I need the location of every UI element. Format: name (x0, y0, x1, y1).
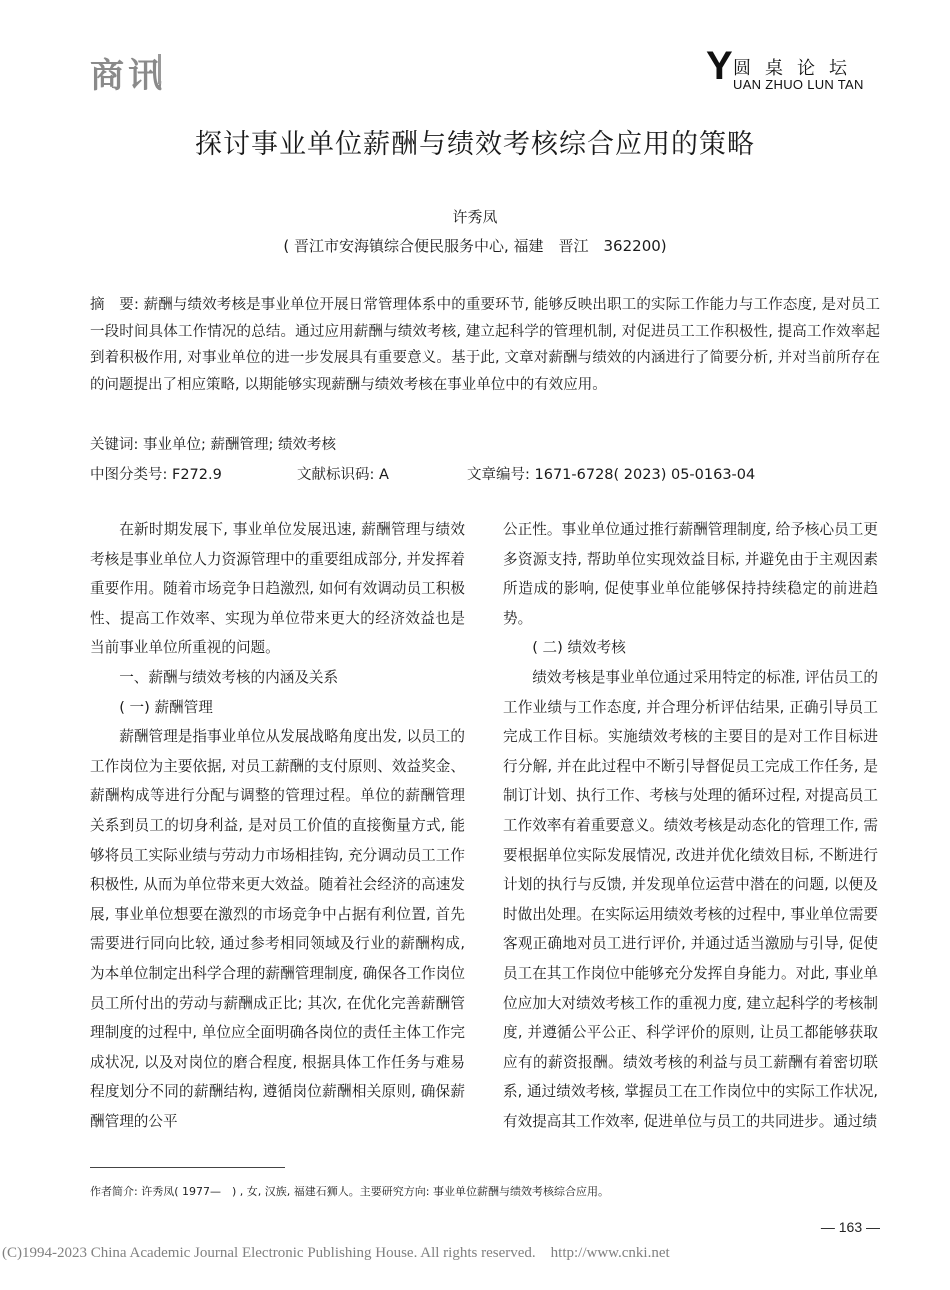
brand-divider (158, 54, 171, 84)
body-column-left (90, 515, 465, 1136)
keywords: 关键词: 事业单位; 薪酬管理; 绩效考核 (90, 437, 336, 453)
copyright-notice: (C)1994-2023 China Academic Journal Electronic Publishing House. All rights reserved. http://www.cnki.net (2, 1245, 670, 1261)
column-logo-letter: Y (706, 44, 733, 88)
column-logo (706, 44, 886, 92)
page-number: — 163 — (820, 1219, 880, 1235)
article-title: 探讨事业单位薪酬与绩效考核综合应用的策略 (195, 129, 755, 160)
paragraph: 公正性。事业单位通过推行薪酬管理制度, 给予核心员工更多资源支持, 帮助单位实现效益目标, 并避免由于主观因素所造成的影响, 促使事业单位能够保持持续稳定的前进趋势。 (503, 521, 878, 627)
author-affiliation: ( 晋江市安海镇综合便民服务中心, 福建 晋江 362200) (283, 237, 667, 255)
column-name-en: UAN ZHUO LUN TAN (733, 77, 864, 92)
author-footnote: 作者简介: 许秀凤( 1977— ) , 女, 汉族, 福建石狮人。主要研究方向: 事业单位薪酬与绩效考核综合应用。 (90, 1185, 609, 1198)
column-name-cn: 圆桌论坛 (733, 58, 861, 79)
journal-brand-logo: 商讯 (90, 56, 166, 96)
paragraph: 绩效考核是事业单位通过采用特定的标准, 评估员工的工作业绩与工作态度, 并合理分析评估结果, 正确引导员工完成工作目标。实施绩效考核的主要目的是对工作目标进行分解, 并在此过程中不断引导督促员工完成工作任务, 是制订计划、执行工作、考核与处理的循环过程, 对提高员工工作效率有着重要意义。绩效考核是动态化的管理工作, 需要根据单位实际发展情况, 改进并优化绩效目标, 不断进行计划的执行与反馈, 并发现单位运营中潜在的问题, 以便及时做出处理。在实际运用绩效考核的过程中, 事业单位需要客观正确地对员工进行评价, 并通过适当激励与引导, 促使员工在其工作岗位中能够充分发挥自身能力。对此, 事业单位应加大对绩效考核工作的重视力度, 建立起科学的考核制度, 并遵循公平公正、科学评价的原则, 让员工都能够获取应有的薪资报酬。绩效考核的利益与员工薪酬有着密切联系, 通过绩效考核, 掌握员工在工作岗位中的实际工作状况, 有效提高其工作效率, 促进单位与员工的共同进步。通过绩 (503, 668, 878, 1130)
article-author: 许秀凤 (452, 208, 498, 226)
document-code: 文献标识码: A (297, 467, 389, 483)
paragraph: 在新时期发展下, 事业单位发展迅速, 薪酬管理与绩效考核是事业单位人力资源管理中的重要组成部分, 并发挥着重要作用。随着市场竞争日趋激烈, 如何有效调动员工积极性、提高工作效率、实现为单位带来更大的经济效益也是当前事业单位所重视的问题。 (90, 521, 465, 657)
body-column-right (503, 515, 878, 1136)
footnote-rule (90, 1167, 285, 1168)
abstract: 摘 要: 薪酬与绩效考核是事业单位开展日常管理体系中的重要环节, 能够反映出职工的实际工作能力与工作态度, 是对员工一段时间具体工作情况的总结。通过应用薪酬与绩效考核, 建立起科学的管理机制, 对促进员工工作积极性, 提高工作效率起到着积极作用, 对事业单位的进一步发展具有重要意义。基于此, 文章对薪酬与绩效的内涵进行了简要分析, 并对当前所存在的问题提出了相应策略, 以期能够实现薪酬与绩效考核在事业单位中的有效应用。 (90, 297, 880, 393)
paragraph: 薪酬管理是指事业单位从发展战略角度出发, 以员工的工作岗位为主要依据, 对员工薪酬的支付原则、效益奖金、薪酬构成等进行分配与调整的管理过程。单位的薪酬管理关系到员工的切身利益, 是对员工价值的直接衡量方式, 能够将员工实际业绩与劳动力市场相挂钩, 充分调动员工工作积极性, 从而为单位带来更大效益。随着社会经济的高速发展, 事业单位想要在激烈的市场竞争中占据有利位置, 首先需要进行同向比较, 通过参考相同领域及行业的薪酬构成, 为本单位制定出科学合理的薪酬管理制度, 确保各工作岗位员工所付出的劳动与薪酬成正比; 其次, 在优化完善薪酬管理制度的过程中, 单位应全面明确各岗位的责任主体工作完成状况, 以及对岗位的磨合程度, 根据具体工作任务与难易程度划分不同的薪酬结构, 遵循岗位薪酬相关原则, 确保薪酬管理的公平 (90, 728, 465, 1130)
article-number: 文章编号: 1671-6728( 2023) 05-0163-04 (467, 467, 756, 483)
subsection-heading: ( 一) 薪酬管理 (119, 698, 213, 716)
subsection-heading: ( 二) 绩效考核 (532, 639, 626, 657)
clc-number: 中图分类号: F272.9 (90, 467, 222, 483)
section-heading: 一、薪酬与绩效考核的内涵及关系 (119, 668, 339, 686)
